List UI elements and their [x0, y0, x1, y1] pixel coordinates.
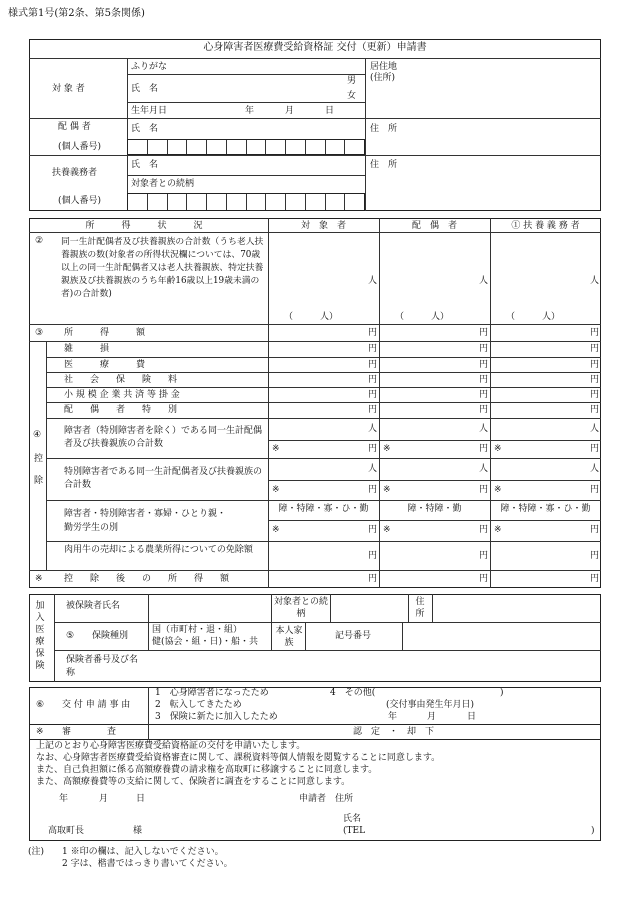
- insurer-label: 保険者番号及び名称: [66, 655, 139, 678]
- reason-date-note: (交付事由発生年月日): [386, 700, 475, 710]
- yen-mark: 円: [590, 574, 600, 584]
- income-header: 所 得 状 況: [85, 221, 212, 231]
- col-supporter: ① 扶 養 義 務 者: [511, 221, 580, 231]
- yen-mark: 円: [590, 485, 600, 495]
- person-mark: 人: [479, 424, 489, 434]
- yen-mark: 円: [479, 344, 489, 354]
- yen-mark: 円: [368, 485, 378, 495]
- row3-number: ③: [35, 328, 44, 338]
- status-options-supporter[interactable]: 障・特障・寡・ひ・勤: [500, 504, 591, 514]
- spouse-label: 配 偶 者: [58, 122, 91, 132]
- supporter-name-label: 氏 名: [131, 160, 159, 170]
- reason-date-month: 月: [427, 712, 437, 722]
- special-disabled-text: 特別障害者である同一生計配偶者及び扶養親族の合計数: [64, 467, 263, 490]
- yen-mark: 円: [368, 390, 378, 400]
- reason-option-2[interactable]: 2 転入してきたため: [155, 700, 242, 710]
- row2-paren-supporter: （ 人）: [506, 312, 561, 322]
- deduction-spouse-special: 配 偶 者 特 別: [64, 405, 182, 415]
- person-mark: 人: [590, 424, 600, 434]
- after-deduction-label: 控 除 後 の 所 得 額: [64, 574, 234, 584]
- insurance-side-label: 加入医療保険: [35, 601, 45, 671]
- note-1: 1 ※印の欄は、記入しないでください。: [62, 847, 224, 857]
- person-mark: 人: [479, 464, 489, 474]
- symbol-number-label: 記号番号: [335, 631, 372, 641]
- yen-mark: 円: [590, 344, 600, 354]
- supporter-id-label: (個人番号): [58, 196, 102, 206]
- insurance-number: ⑤: [66, 631, 75, 641]
- tel-close: ): [591, 826, 595, 836]
- spouse-id-label: (個人番号): [58, 142, 102, 152]
- yen-mark: 円: [368, 574, 378, 584]
- row3-label: 所 得 額: [64, 328, 155, 338]
- applicant-name-sign-label: 氏名: [343, 814, 362, 824]
- supporter-address-label: 住 所: [370, 160, 398, 170]
- sign-year: 年: [59, 794, 69, 804]
- row2-person-spouse: 人: [479, 276, 489, 286]
- yen-mark: 円: [590, 444, 600, 454]
- row3-yen-supporter: 円: [590, 328, 600, 338]
- reason-option-4-close: ): [500, 688, 504, 698]
- review-result: 認 定 ・ 却 下: [353, 727, 435, 737]
- insurance-type-employee[interactable]: 健(協会・組・日)・船・共: [152, 637, 259, 647]
- applicant-label: 対 象 者: [52, 84, 85, 94]
- yen-mark: 円: [368, 525, 378, 535]
- dob-year: 年: [245, 106, 255, 116]
- reason-date-day: 日: [467, 712, 477, 722]
- col-applicant: 対 象 者: [300, 221, 346, 231]
- insurance-address-label: 住 所: [415, 597, 434, 619]
- personal-info-section: [29, 39, 601, 211]
- supporter-id-number-grid[interactable]: [127, 193, 365, 211]
- furigana-label: ふりがな: [131, 62, 168, 72]
- mayor-honorific: 様: [133, 826, 143, 836]
- col-spouse: 配 偶 者: [411, 221, 457, 231]
- yen-mark: 円: [368, 360, 378, 370]
- yen-mark: 円: [479, 485, 489, 495]
- kome-mark: ※: [494, 525, 502, 535]
- row3-yen-spouse: 円: [479, 328, 489, 338]
- form-title: 心身障害者医療費受給資格証 交付（更新）申請書: [203, 42, 427, 53]
- yen-mark: 円: [368, 344, 378, 354]
- disabled-dependents-text: 障害者（特別障害者を除く）である同一生計配偶者及び扶養親族の合計数: [64, 426, 263, 449]
- yen-mark: 円: [479, 551, 489, 561]
- yen-mark: 円: [590, 360, 600, 370]
- yen-mark: 円: [479, 525, 489, 535]
- note-2: 2 字は、楷書ではっきり書いてください。: [62, 859, 233, 869]
- row2-paren-applicant: （ 人）: [284, 312, 339, 322]
- dob-label: 生年月日: [131, 106, 168, 116]
- status-options-applicant[interactable]: 障・特障・寡・ひ・勤: [278, 504, 369, 514]
- beef-exemption-text: 肉用牛の売却による農業所得についての免除額: [64, 545, 253, 555]
- notes-label: (注): [28, 847, 45, 857]
- kome-mark: ※: [383, 485, 391, 495]
- spouse-name-label: 氏 名: [131, 124, 159, 134]
- spouse-address-label: 住 所: [370, 124, 398, 134]
- after-deduction-kome: ※: [35, 574, 43, 584]
- reason-number: ⑥: [36, 700, 45, 710]
- insurance-relation-label: 対象者との続柄: [274, 597, 329, 619]
- yen-mark: 円: [479, 444, 489, 454]
- yen-mark: 円: [368, 551, 378, 561]
- yen-mark: 円: [590, 551, 600, 561]
- residence-label: 居住地: [370, 62, 398, 72]
- deduction-number: ④: [33, 430, 42, 440]
- kome-mark: ※: [494, 485, 502, 495]
- supporter-relation-label: 対象者との続柄: [131, 179, 195, 189]
- yen-mark: 円: [479, 574, 489, 584]
- reason-option-3[interactable]: 3 保険に新たに加入したため: [155, 712, 278, 722]
- dob-month: 月: [285, 106, 295, 116]
- supporter-label: 扶養義務者: [52, 168, 98, 178]
- deduction-social-insurance: 社 会 保 険 料: [64, 375, 182, 385]
- kome-mark: ※: [383, 444, 391, 454]
- reason-date-year: 年: [388, 712, 398, 722]
- yen-mark: 円: [368, 405, 378, 415]
- deduction-medical: 医 療 費: [64, 360, 155, 370]
- applicant-name-label: 氏 名: [131, 84, 159, 94]
- row2-text: 同一生計配偶者及び扶養親族の合計数（うち老人扶養親族の数(対象者の所得状況欄については、70歳以上の同一生計配偶者又は老人扶養親族、特定扶養親族及び扶養親族のうち年齢16歳以上19歳未満の者)の合計数): [61, 237, 264, 299]
- deduction-miscellaneous: 雑 損: [64, 344, 119, 354]
- declaration-line-4: また、高額療養費等の支給に関して、保険者に調査をすることに同意します。: [36, 777, 351, 787]
- insurance-type-label: 保険種別: [92, 631, 129, 641]
- row2-person-applicant: 人: [368, 276, 378, 286]
- insurance-type-national[interactable]: 国（市町村・退・組）: [152, 625, 243, 635]
- deduction-small-business: 小 規 模 企 業 共 済 等 掛 金: [64, 390, 180, 400]
- kome-mark: ※: [272, 525, 280, 535]
- review-kome: ※: [36, 727, 44, 737]
- yen-mark: 円: [590, 375, 600, 385]
- kome-mark: ※: [272, 444, 280, 454]
- female-option[interactable]: 女: [347, 91, 357, 101]
- yen-mark: 円: [479, 375, 489, 385]
- kome-mark: ※: [494, 444, 502, 454]
- person-mark: 人: [368, 424, 378, 434]
- form-code: 様式第1号(第2条、第5条関係): [8, 8, 145, 19]
- reason-option-4[interactable]: 4 その他(: [330, 688, 376, 698]
- male-option[interactable]: 男: [347, 76, 357, 86]
- sign-day: 日: [136, 794, 146, 804]
- yen-mark: 円: [479, 360, 489, 370]
- row2-number: ②: [35, 236, 44, 246]
- row3-yen-applicant: 円: [368, 328, 378, 338]
- self-family-option[interactable]: 本人家族: [275, 626, 303, 648]
- yen-mark: 円: [590, 525, 600, 535]
- declaration-line-3: また、自己負担額に係る高額療養費の請求権を高取町に移譲することに同意します。: [36, 765, 378, 775]
- yen-mark: 円: [368, 444, 378, 454]
- reason-label: 交 付 申 請 事 由: [62, 700, 131, 710]
- reason-option-1[interactable]: 1 心身障害者になったため: [155, 688, 269, 698]
- person-mark: 人: [368, 464, 378, 474]
- yen-mark: 円: [590, 390, 600, 400]
- status-options-spouse[interactable]: 障・特障・勤: [407, 504, 462, 514]
- applicant-address-label: 申請者 住所: [299, 794, 354, 804]
- tel-label: (TEL: [343, 826, 366, 836]
- residence-sub-label: (住所): [370, 73, 396, 83]
- declaration-line-2: なお、心身障害者医療費受給資格審査に関して、課税資料等個人情報を閲覧することに同意します。: [36, 753, 441, 763]
- status-text: 障害者・特別障害者・寡婦・ひとり親・勤労学生の別: [64, 509, 227, 533]
- declaration-line-1: 上記のとおり心身障害医療費受給資格証の交付を申請いたします。: [36, 741, 306, 751]
- review-label: 審 査: [62, 727, 117, 737]
- kome-mark: ※: [272, 485, 280, 495]
- yen-mark: 円: [590, 405, 600, 415]
- mayor-label: 高取町長: [48, 826, 85, 836]
- person-mark: 人: [590, 464, 600, 474]
- row2-person-supporter: 人: [590, 276, 600, 286]
- yen-mark: 円: [479, 390, 489, 400]
- deduction-label: 控 除: [34, 454, 53, 486]
- dob-day: 日: [325, 106, 335, 116]
- row2-paren-spouse: （ 人）: [395, 312, 450, 322]
- yen-mark: 円: [479, 405, 489, 415]
- insured-name-label: 被保険者氏名: [66, 601, 121, 611]
- kome-mark: ※: [383, 525, 391, 535]
- sign-month: 月: [99, 794, 109, 804]
- yen-mark: 円: [368, 375, 378, 385]
- spouse-id-number-grid[interactable]: [127, 139, 365, 155]
